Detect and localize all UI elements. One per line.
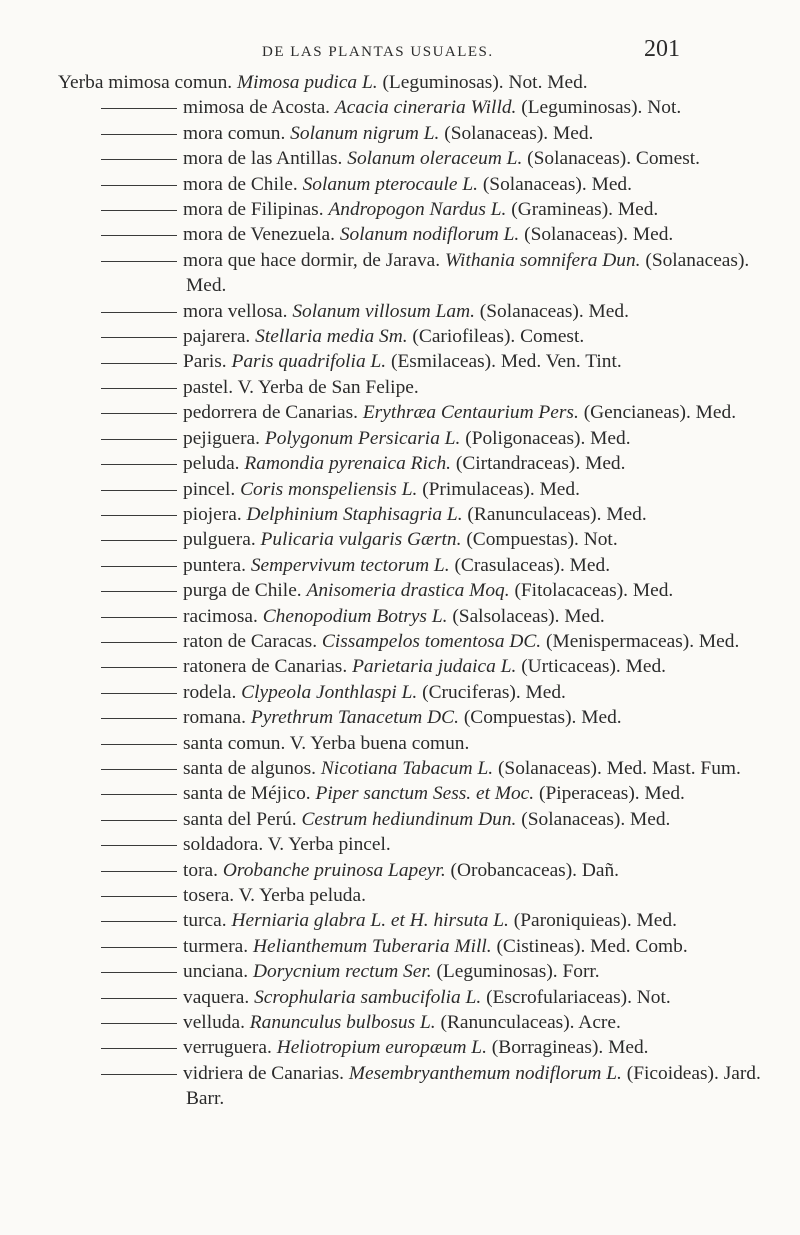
glossary-entry: [58, 299, 763, 324]
glossary-entry: [58, 375, 763, 400]
ditto-dash: [101, 921, 177, 922]
scientific-name: Ranunculus bulbosus L.: [249, 1012, 436, 1034]
family-and-uses: (Crasulaceas). Med.: [454, 554, 611, 576]
family-and-uses: (Piperaceas). Med.: [538, 783, 685, 805]
glossary-entry: [58, 527, 763, 552]
family-and-uses: (Fitolacaceas). Med.: [514, 580, 674, 602]
common-name: tosera. V. Yerba peluda.: [183, 885, 366, 906]
glossary-entry: [58, 146, 763, 171]
scientific-name: Solanum oleraceum L.: [347, 148, 523, 170]
glossary-entry: [58, 324, 763, 349]
scientific-name: Orobanche pruinosa Lapeyr.: [222, 859, 446, 881]
glossary-entry: [58, 934, 763, 959]
common-name: mora que hace dormir, de Jarava.: [183, 249, 441, 271]
scientific-name: Solanum nodiflorum L.: [339, 224, 520, 246]
glossary-entry: [58, 858, 763, 883]
glossary-entry: [58, 95, 763, 120]
common-name: piojera.: [183, 503, 242, 525]
common-name: pulguera.: [183, 529, 256, 551]
family-and-uses: (Salsolaceas). Med.: [452, 605, 605, 627]
common-name: puntera.: [183, 554, 246, 576]
ditto-dash: [101, 235, 177, 236]
ditto-dash: [101, 718, 177, 719]
ditto-dash: [101, 693, 177, 694]
glossary-entry: [58, 629, 763, 654]
glossary-entry: [58, 578, 763, 603]
common-name: Yerba mimosa comun.: [58, 72, 233, 93]
scientific-name: Heliotropium europæum L.: [276, 1037, 487, 1059]
common-name: mora de Venezuela.: [183, 224, 335, 246]
ditto-dash: [101, 1074, 177, 1075]
page-number: 201: [644, 36, 680, 62]
common-name: Paris.: [183, 351, 227, 373]
common-name: pejiguera.: [183, 427, 260, 449]
glossary-entry: [58, 731, 763, 756]
ditto-dash: [101, 185, 177, 186]
glossary-entry: [58, 959, 763, 984]
scientific-name: Withania somnifera Dun.: [444, 249, 641, 271]
ditto-dash: [101, 134, 177, 135]
ditto-dash: [101, 845, 177, 846]
glossary-entries: [58, 70, 763, 1112]
scientific-name: Anisomeria drastica Moq.: [306, 580, 510, 602]
ditto-dash: [101, 464, 177, 465]
ditto-dash: [101, 769, 177, 770]
family-and-uses: (Solanaceas). Med.: [186, 249, 750, 297]
family-and-uses: (Esmilaceas). Med. Ven. Tint.: [390, 351, 622, 373]
common-name: pedorrera de Canarias.: [183, 402, 358, 424]
glossary-entry: [58, 604, 763, 629]
common-name: velluda.: [183, 1012, 245, 1034]
ditto-dash: [101, 794, 177, 795]
common-name: soldadora. V. Yerba pincel.: [183, 834, 391, 856]
family-and-uses: (Escrofulariaceas). Not.: [486, 986, 671, 1008]
family-and-uses: (Gramineas). Med.: [511, 199, 659, 221]
common-name: santa de Méjico.: [183, 783, 311, 805]
ditto-dash: [101, 998, 177, 999]
ditto-dash: [101, 820, 177, 821]
common-name: mora comun.: [183, 122, 286, 144]
family-and-uses: (Leguminosas). Not. Med.: [382, 72, 588, 93]
glossary-entry: [58, 70, 763, 95]
common-name: turmera.: [183, 935, 249, 957]
common-name: vidriera de Canarias.: [183, 1062, 344, 1084]
scientific-name: Pulicaria vulgaris Gærtn.: [260, 529, 462, 551]
family-and-uses: (Ficoideas). Jard. Barr.: [186, 1062, 761, 1110]
common-name: turca.: [183, 910, 227, 932]
glossary-entry: [58, 1010, 763, 1035]
scientific-name: Chenopodium Botrys L.: [262, 605, 448, 627]
ditto-dash: [101, 1048, 177, 1049]
ditto-dash: [101, 617, 177, 618]
family-and-uses: (Solanaceas). Med.: [482, 173, 632, 195]
running-title: DE LAS PLANTAS USUALES.: [262, 44, 494, 60]
common-name: santa del Perú.: [183, 808, 297, 830]
glossary-entry: [58, 1035, 763, 1060]
ditto-dash: [101, 337, 177, 338]
ditto-dash: [101, 947, 177, 948]
glossary-entry: [58, 807, 763, 832]
family-and-uses: (Solanaceas). Med.: [444, 122, 594, 144]
family-and-uses: (Cariofileas). Comest.: [412, 326, 585, 348]
common-name: unciana.: [183, 961, 249, 983]
glossary-entry: [58, 883, 763, 908]
family-and-uses: (Paroniquieas). Med.: [513, 910, 677, 932]
scientific-name: Cestrum hediundinum Dun.: [301, 808, 517, 830]
glossary-entry: [58, 832, 763, 857]
common-name: mora de Filipinas.: [183, 199, 324, 221]
common-name: pincel.: [183, 478, 236, 500]
family-and-uses: (Poligonaceas). Med.: [465, 427, 631, 449]
common-name: romana.: [183, 707, 246, 729]
scientific-name: Polygonum Persicaria L.: [264, 427, 461, 449]
glossary-entry: [58, 553, 763, 578]
glossary-entry: [58, 172, 763, 197]
common-name: purga de Chile.: [183, 580, 302, 602]
ditto-dash: [101, 642, 177, 643]
ditto-dash: [101, 896, 177, 897]
glossary-entry: [58, 1061, 763, 1112]
glossary-entry: [58, 705, 763, 730]
scientific-name: Stellaria media Sm.: [255, 326, 408, 348]
common-name: mimosa de Acosta.: [183, 97, 331, 119]
family-and-uses: (Solanaceas). Med.: [521, 808, 671, 830]
ditto-dash: [101, 312, 177, 313]
page-header: [0, 36, 800, 66]
glossary-entry: [58, 349, 763, 374]
scientific-name: Delphinium Staphisagria L.: [246, 503, 463, 525]
ditto-dash: [101, 591, 177, 592]
glossary-entry: [58, 756, 763, 781]
ditto-dash: [101, 871, 177, 872]
scientific-name: Helianthemum Tuberaria Mill.: [253, 935, 492, 957]
family-and-uses: (Cistineas). Med. Comb.: [496, 935, 688, 957]
common-name: mora vellosa.: [183, 300, 288, 322]
scientific-name: Ramondia pyrenaica Rich.: [244, 453, 452, 475]
scientific-name: Solanum pterocaule L.: [302, 173, 478, 195]
glossary-entry: [58, 502, 763, 527]
scientific-name: Acacia cineraria Willd.: [334, 97, 517, 119]
glossary-entry: [58, 781, 763, 806]
glossary-entry: [58, 477, 763, 502]
scientific-name: Scrophularia sambucifolia L.: [254, 986, 482, 1008]
common-name: peluda.: [183, 453, 240, 475]
scientific-name: Paris quadrifolia L.: [231, 351, 387, 373]
glossary-entry: [58, 680, 763, 705]
common-name: rodela.: [183, 681, 237, 703]
ditto-dash: [101, 1023, 177, 1024]
family-and-uses: (Primulaceas). Med.: [422, 478, 580, 500]
family-and-uses: (Ranunculaceas). Acre.: [440, 1012, 621, 1034]
scientific-name: Coris monspeliensis L.: [240, 478, 418, 500]
common-name: raton de Caracas.: [183, 630, 318, 652]
glossary-entry: [58, 400, 763, 425]
glossary-entry: [58, 197, 763, 222]
family-and-uses: (Cruciferas). Med.: [422, 681, 566, 703]
ditto-dash: [101, 439, 177, 440]
glossary-entry: [58, 654, 763, 679]
ditto-dash: [101, 515, 177, 516]
family-and-uses: (Leguminosas). Forr.: [436, 961, 600, 983]
family-and-uses: (Borragineas). Med.: [491, 1037, 649, 1059]
scientific-name: Erythræa Centaurium Pers.: [362, 402, 579, 424]
ditto-dash: [101, 972, 177, 973]
common-name: racimosa.: [183, 605, 258, 627]
ditto-dash: [101, 108, 177, 109]
common-name: verruguera.: [183, 1037, 272, 1059]
ditto-dash: [101, 490, 177, 491]
ditto-dash: [101, 159, 177, 160]
scientific-name: Piper sanctum Sess. et Moc.: [315, 783, 535, 805]
scientific-name: Sempervivum tectorum L.: [250, 554, 450, 576]
scientific-name: Mimosa pudica L.: [237, 72, 378, 93]
family-and-uses: (Solanaceas). Med.: [524, 224, 674, 246]
common-name: ratonera de Canarias.: [183, 656, 348, 678]
common-name: tora.: [183, 859, 218, 881]
scientific-name: Solanum villosum Lam.: [292, 300, 475, 322]
family-and-uses: (Orobancaceas). Dañ.: [450, 859, 620, 881]
scientific-name: Solanum nigrum L.: [290, 122, 440, 144]
ditto-dash: [101, 261, 177, 262]
ditto-dash: [101, 540, 177, 541]
common-name: mora de las Antillas.: [183, 148, 343, 170]
ditto-dash: [101, 363, 177, 364]
common-name: mora de Chile.: [183, 173, 298, 195]
glossary-entry: [58, 985, 763, 1010]
family-and-uses: (Solanaceas). Comest.: [527, 148, 701, 170]
family-and-uses: (Solanaceas). Med. Mast. Fum.: [497, 757, 741, 779]
common-name: pajarera.: [183, 326, 251, 348]
scientific-name: Dorycnium rectum Ser.: [253, 961, 432, 983]
scientific-name: Mesembryanthemum nodiflorum L.: [348, 1062, 622, 1084]
common-name: vaquera.: [183, 986, 250, 1008]
glossary-entry: [58, 222, 763, 247]
family-and-uses: (Compuestas). Not.: [466, 529, 618, 551]
family-and-uses: (Ranunculaceas). Med.: [467, 503, 647, 525]
ditto-dash: [101, 744, 177, 745]
family-and-uses: (Cirtandraceas). Med.: [455, 453, 626, 475]
scientific-name: Pyrethrum Tanacetum DC.: [250, 707, 459, 729]
family-and-uses: (Solanaceas). Med.: [479, 300, 629, 322]
family-and-uses: (Urticaceas). Med.: [521, 656, 667, 678]
glossary-entry: [58, 248, 763, 299]
scientific-name: Herniaria glabra L. et H. hirsuta L.: [231, 910, 509, 932]
ditto-dash: [101, 388, 177, 389]
scientific-name: Nicotiana Tabacum L.: [320, 757, 494, 779]
glossary-entry: [58, 426, 763, 451]
ditto-dash: [101, 413, 177, 414]
common-name: pastel. V. Yerba de San Felipe.: [183, 376, 419, 398]
family-and-uses: (Menispermaceas). Med.: [546, 630, 740, 652]
glossary-entry: [58, 121, 763, 146]
scientific-name: Parietaria judaica L.: [352, 656, 517, 678]
scientific-name: Cissampelos tomentosa DC.: [321, 630, 542, 652]
common-name: santa de algunos.: [183, 757, 317, 779]
family-and-uses: (Compuestas). Med.: [463, 707, 622, 729]
glossary-entry: [58, 908, 763, 933]
family-and-uses: (Leguminosas). Not.: [521, 97, 682, 119]
common-name: santa comun. V. Yerba buena comun.: [183, 732, 470, 754]
scientific-name: Andropogon Nardus L.: [328, 199, 507, 221]
family-and-uses: (Gencianeas). Med.: [583, 402, 737, 424]
ditto-dash: [101, 667, 177, 668]
ditto-dash: [101, 210, 177, 211]
scientific-name: Clypeola Jonthlaspi L.: [241, 681, 418, 703]
ditto-dash: [101, 566, 177, 567]
glossary-entry: [58, 451, 763, 476]
